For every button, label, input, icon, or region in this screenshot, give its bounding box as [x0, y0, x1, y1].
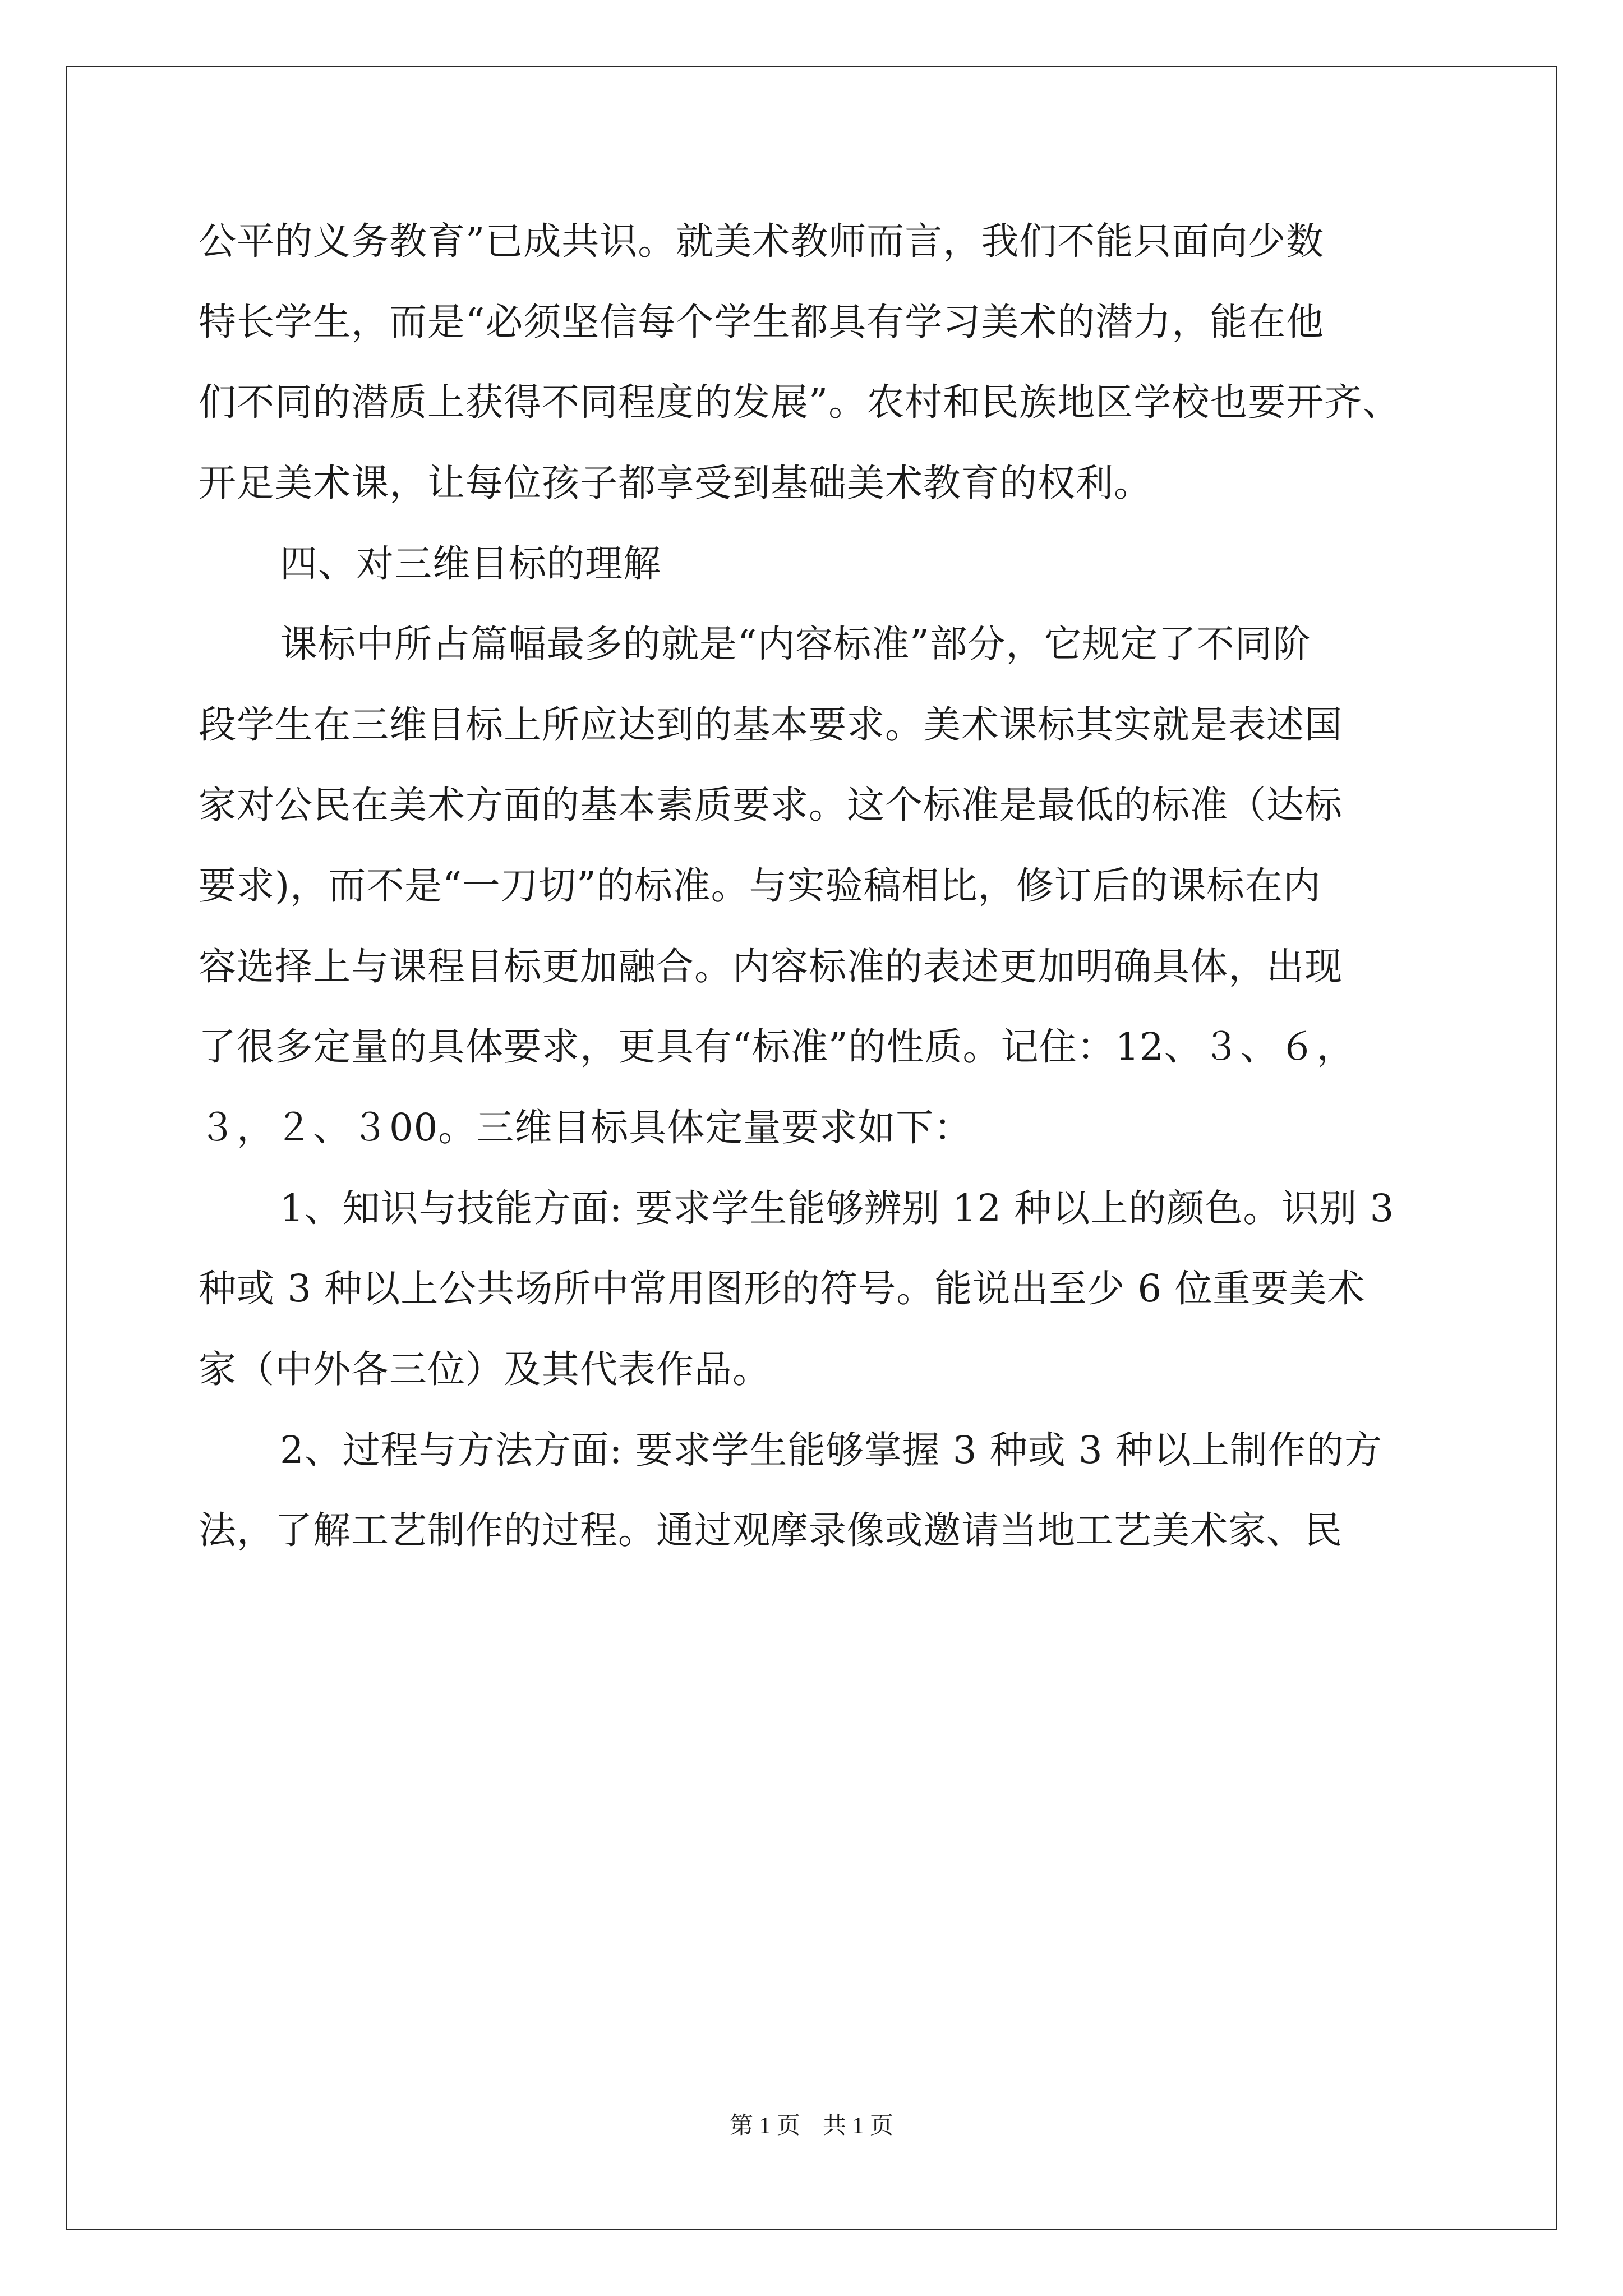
- text-line: 1、知识与技能方面: 要求学生能够辨别 12 种以上的颜色。识别 3: [280, 1186, 1395, 1230]
- text-line: 法，了解工艺制作的过程。通过观摩录像或邀请当地工艺美术家、民: [199, 1508, 1343, 1552]
- text-line: 2、过程与方法方面: 要求学生能够掌握 3 种或 3 种以上制作的方: [280, 1428, 1382, 1472]
- text-line: 家对公民在美术方面的基本素质要求。这个标准是最低的标准（达标: [199, 783, 1343, 827]
- text-line: ３，２、３00。三维目标具体定量要求如下：: [199, 1106, 972, 1149]
- text-line: 们不同的潜质上获得不同程度的发展”。农村和民族地区学校也要开齐、: [199, 380, 1401, 424]
- text-line: 特长学生，而是“必须坚信每个学生都具有学习美术的潜力，能在他: [199, 300, 1325, 344]
- text-line: 种或 3 种以上公共场所中常用图形的符号。能说出至少 6 位重要美术: [199, 1267, 1366, 1310]
- text-line: 要求)，而不是“一刀切”的标准。与实验稿相比，修订后的课标在内: [199, 864, 1321, 908]
- page-number: 第 1 页: [729, 2113, 800, 2139]
- text-line: 段学生在三维目标上所应达到的基本要求。美术课标其实就是表述国: [199, 703, 1343, 747]
- text-line: 了很多定量的具体要求，更具有“标准”的性质。记住：12、３、６，: [199, 1025, 1355, 1069]
- page-footer: [0, 2109, 1623, 2143]
- text-line: 容选择上与课程目标更加融合。内容标准的表述更加明确具体，出现: [199, 945, 1343, 988]
- text-line: 家（中外各三位）及其代表作品。: [199, 1347, 771, 1391]
- page-total: 共 1 页: [823, 2113, 894, 2139]
- text-line: 开足美术课，让每位孩子都享受到基础美术教育的权利。: [199, 461, 1152, 505]
- section-heading: 四、对三维目标的理解: [280, 542, 661, 586]
- text-line: 公平的义务教育”已成共识。就美术教师而言，我们不能只面向少数: [199, 219, 1325, 263]
- text-line: 课标中所占篇幅最多的就是“内容标准”部分，它规定了不同阶: [280, 622, 1311, 666]
